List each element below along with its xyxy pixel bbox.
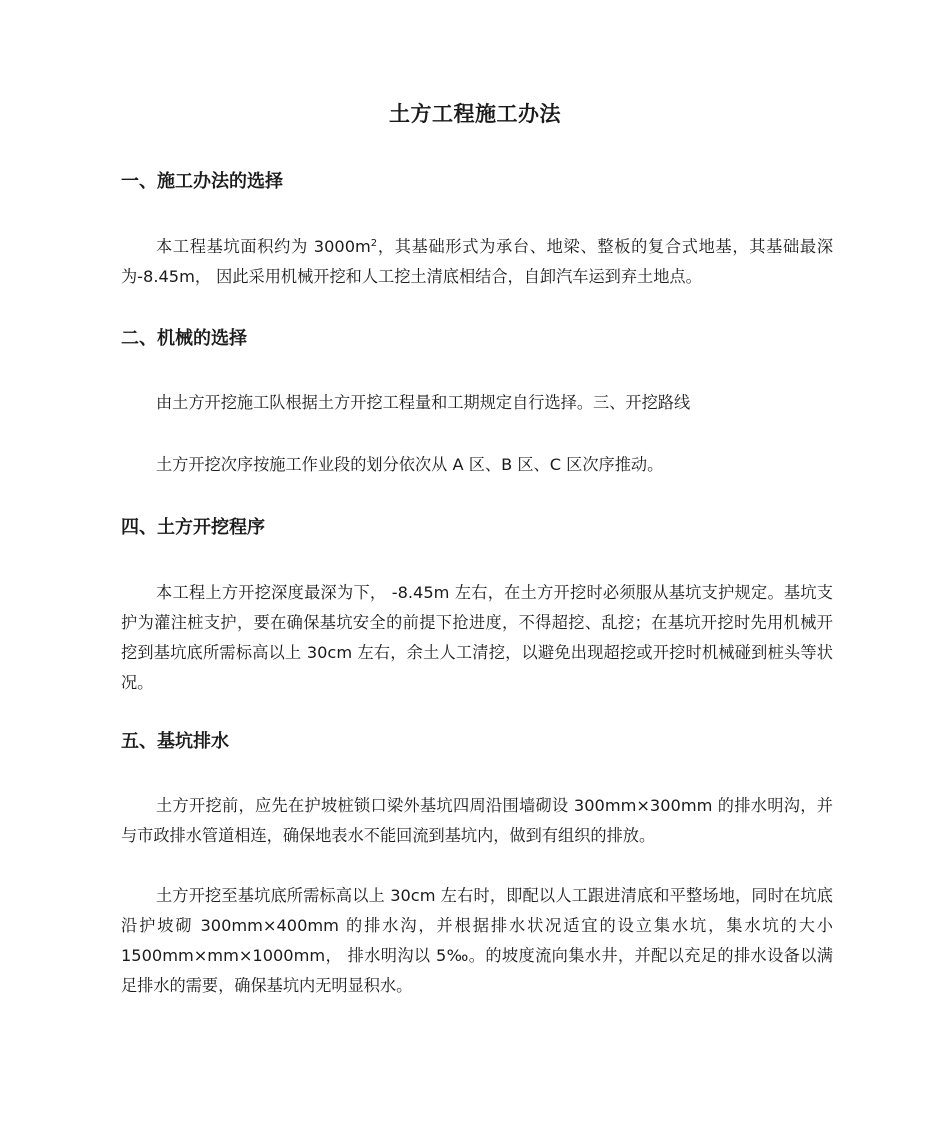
section-1-paragraph-1 (121, 232, 833, 292)
section-2-paragraph-2: 土方开挖次序按施工作业段的划分依次从 A 区、B 区、C 区次序推动。 (156, 455, 664, 474)
section-heading-2: 二、机械的选择 (121, 328, 247, 349)
paragraph-text: ，其基础形式为承台、地梁、整板的复合式地基，其基础最深为-8.45m， 因此采用机械开挖和人工挖土清底相结合，自卸汽车运到弃土地点。 (121, 237, 834, 286)
section-4-paragraph-1: 本工程上方开挖深度最深为下， -8.45m 左右，在土方开挖时必须服从基坑支护规定。基坑支护为灌注桩支护，要在确保基坑安全的前提下抢进度，不得超挖、乱挖；在基坑开挖时先用机械开挖到基坑底所需标高以上 30cm 左右，余土人工清挖，以避免出现超挖或开挖时机械碰到桩头等状况。 (121, 583, 833, 692)
superscript: 2 (370, 238, 378, 249)
document-title: 土方工程施工办法 (389, 102, 561, 126)
section-heading-5: 五、基坑排水 (121, 731, 229, 752)
section-5-paragraph-1: 土方开挖前，应先在护坡桩锁口梁外基坑四周沿围墙砌设 300mm×300mm 的排水明沟，并与市政排水管道相连，确保地表水不能回流到基坑内，做到有组织的排放。 (121, 796, 833, 845)
section-heading-4: 四、土方开挖程序 (121, 517, 265, 538)
section-2-paragraph-1: 由土方开挖施工队根据土方开挖工程量和工期规定自行选择。三、开挖路线 (156, 393, 691, 412)
section-5-paragraph-2: 土方开挖至基坑底所需标高以上 30cm 左右时，即配以人工跟进清底和平整场地，同时在坑底沿护坡砌 300mm×400mm 的排水沟，并根据排水状况适宜的设立集水坑，集水坑的大小 1500mm×mm×1000mm， 排水明沟以 5‰。的坡度流向集水井，并配以充足的排水设备以满足排水的需要，确保基坑内无明显积水。 (121, 886, 833, 995)
section-heading-1: 一、施工办法的选择 (121, 171, 283, 192)
paragraph-text: 本工程基坑面积约为 3000m (156, 237, 371, 256)
